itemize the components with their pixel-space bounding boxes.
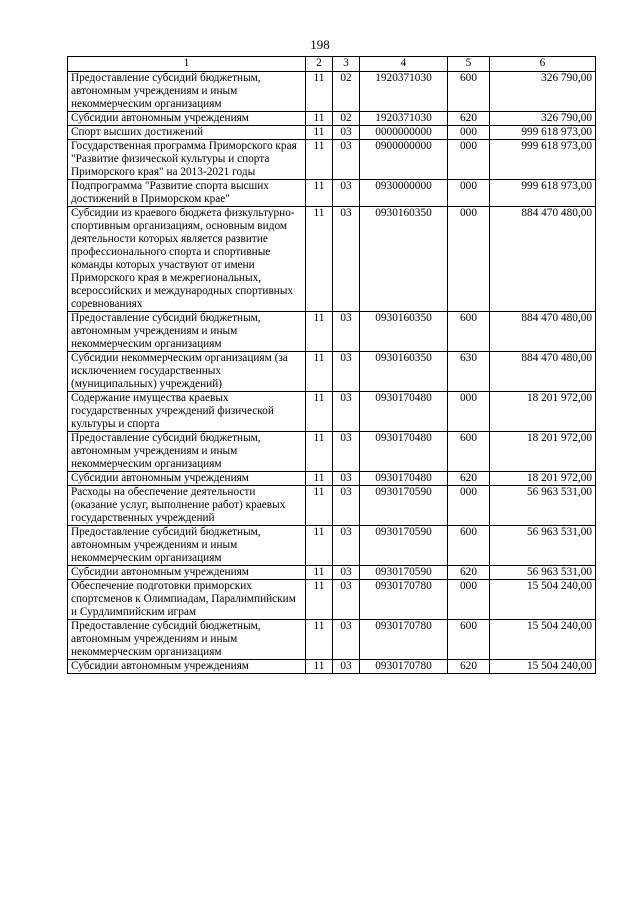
table-row xyxy=(68,486,596,526)
row-section-cell: 11 xyxy=(306,140,333,180)
row-section-cell: 11 xyxy=(306,566,333,580)
row-section-cell: 11 xyxy=(306,126,333,140)
table-row xyxy=(68,312,596,352)
row-subsection-cell: 03 xyxy=(333,620,360,660)
row-name-cell: Предоставление субсидий бюджетным, автономным учреждениям и иным некоммерческим организациям xyxy=(68,620,306,660)
row-name-cell: Субсидии из краевого бюджета физкультурно-спортивным организациям, основным видом деятельности которых является развитие профессионального спорта и спортивные команды которых участвуют от имени Приморского края в межрегиональных, всероссийских и международных спортивных соревнованиях xyxy=(68,207,306,312)
row-target-code-cell: 0930160350 xyxy=(360,207,448,312)
row-target-code-cell: 0900000000 xyxy=(360,140,448,180)
column-header: 4 xyxy=(360,57,448,72)
row-subsection-cell: 03 xyxy=(333,486,360,526)
row-subsection-cell: 03 xyxy=(333,352,360,392)
row-expense-type-cell: 620 xyxy=(448,112,490,126)
table-row xyxy=(68,620,596,660)
row-section-cell: 11 xyxy=(306,72,333,112)
row-name-cell: Спорт высших достижений xyxy=(68,126,306,140)
row-subsection-cell: 03 xyxy=(333,180,360,207)
row-subsection-cell: 02 xyxy=(333,72,360,112)
row-target-code-cell: 0930160350 xyxy=(360,312,448,352)
row-target-code-cell: 0930170480 xyxy=(360,392,448,432)
row-target-code-cell: 0000000000 xyxy=(360,126,448,140)
table-row xyxy=(68,72,596,112)
table-row xyxy=(68,580,596,620)
row-name-cell: Предоставление субсидий бюджетным, автономным учреждениям и иным некоммерческим организациям xyxy=(68,526,306,566)
column-header: 3 xyxy=(333,57,360,72)
row-amount-cell: 15 504 240,00 xyxy=(490,660,596,674)
row-amount-cell: 56 963 531,00 xyxy=(490,526,596,566)
row-subsection-cell: 03 xyxy=(333,312,360,352)
row-expense-type-cell: 000 xyxy=(448,580,490,620)
row-amount-cell: 15 504 240,00 xyxy=(490,620,596,660)
row-expense-type-cell: 620 xyxy=(448,472,490,486)
row-target-code-cell: 0930170780 xyxy=(360,660,448,674)
table-row xyxy=(68,180,596,207)
row-amount-cell: 326 790,00 xyxy=(490,72,596,112)
row-section-cell: 11 xyxy=(306,472,333,486)
row-expense-type-cell: 000 xyxy=(448,392,490,432)
row-expense-type-cell: 600 xyxy=(448,620,490,660)
row-name-cell: Содержание имущества краевых государственных учреждений физической культуры и спорта xyxy=(68,392,306,432)
row-expense-type-cell: 600 xyxy=(448,72,490,112)
table-body xyxy=(68,72,596,674)
row-amount-cell: 884 470 480,00 xyxy=(490,207,596,312)
row-name-cell: Субсидии автономным учреждениям xyxy=(68,566,306,580)
row-section-cell: 11 xyxy=(306,660,333,674)
row-amount-cell: 18 201 972,00 xyxy=(490,472,596,486)
row-target-code-cell: 0930170480 xyxy=(360,472,448,486)
row-subsection-cell: 03 xyxy=(333,207,360,312)
row-section-cell: 11 xyxy=(306,526,333,566)
table-header xyxy=(68,57,596,72)
page-number: 198 xyxy=(310,37,330,52)
row-amount-cell: 999 618 973,00 xyxy=(490,180,596,207)
table-row xyxy=(68,392,596,432)
row-amount-cell: 18 201 972,00 xyxy=(490,432,596,472)
row-subsection-cell: 03 xyxy=(333,126,360,140)
table-row xyxy=(68,472,596,486)
table-row xyxy=(68,526,596,566)
table-row xyxy=(68,660,596,674)
row-target-code-cell: 0930170590 xyxy=(360,566,448,580)
row-name-cell: Расходы на обеспечение деятельности (оказание услуг, выполнение работ) краевых государственных учреждений xyxy=(68,486,306,526)
row-subsection-cell: 02 xyxy=(333,112,360,126)
table-row xyxy=(68,566,596,580)
row-target-code-cell: 1920371030 xyxy=(360,112,448,126)
table-row xyxy=(68,112,596,126)
header-row xyxy=(68,57,596,72)
row-name-cell: Предоставление субсидий бюджетным, автономным учреждениям и иным некоммерческим организациям xyxy=(68,312,306,352)
row-expense-type-cell: 600 xyxy=(448,526,490,566)
row-section-cell: 11 xyxy=(306,180,333,207)
table-row xyxy=(68,432,596,472)
table-row xyxy=(68,140,596,180)
row-section-cell: 11 xyxy=(306,486,333,526)
row-subsection-cell: 03 xyxy=(333,432,360,472)
row-subsection-cell: 03 xyxy=(333,580,360,620)
row-target-code-cell: 0930170590 xyxy=(360,526,448,566)
row-expense-type-cell: 000 xyxy=(448,126,490,140)
row-subsection-cell: 03 xyxy=(333,140,360,180)
row-expense-type-cell: 620 xyxy=(448,566,490,580)
row-name-cell: Предоставление субсидий бюджетным, автономным учреждениям и иным некоммерческим организациям xyxy=(68,72,306,112)
row-section-cell: 11 xyxy=(306,352,333,392)
row-target-code-cell: 0930000000 xyxy=(360,180,448,207)
row-expense-type-cell: 620 xyxy=(448,660,490,674)
row-expense-type-cell: 600 xyxy=(448,432,490,472)
row-subsection-cell: 03 xyxy=(333,526,360,566)
row-amount-cell: 326 790,00 xyxy=(490,112,596,126)
row-section-cell: 11 xyxy=(306,620,333,660)
row-name-cell: Обеспечение подготовки приморских спортсменов к Олимпиадам, Паралимпийским и Сурдлимпийским играм xyxy=(68,580,306,620)
column-header: 6 xyxy=(490,57,596,72)
row-name-cell: Субсидии автономным учреждениям xyxy=(68,660,306,674)
row-subsection-cell: 03 xyxy=(333,660,360,674)
row-expense-type-cell: 000 xyxy=(448,140,490,180)
row-subsection-cell: 03 xyxy=(333,472,360,486)
row-amount-cell: 999 618 973,00 xyxy=(490,140,596,180)
row-target-code-cell: 1920371030 xyxy=(360,72,448,112)
row-amount-cell: 999 618 973,00 xyxy=(490,126,596,140)
row-target-code-cell: 0930170480 xyxy=(360,432,448,472)
row-amount-cell: 56 963 531,00 xyxy=(490,486,596,526)
row-amount-cell: 884 470 480,00 xyxy=(490,312,596,352)
row-expense-type-cell: 600 xyxy=(448,312,490,352)
table-row xyxy=(68,126,596,140)
row-target-code-cell: 0930160350 xyxy=(360,352,448,392)
row-subsection-cell: 03 xyxy=(333,392,360,432)
row-section-cell: 11 xyxy=(306,432,333,472)
row-target-code-cell: 0930170590 xyxy=(360,486,448,526)
table-row xyxy=(68,207,596,312)
row-section-cell: 11 xyxy=(306,112,333,126)
row-section-cell: 11 xyxy=(306,580,333,620)
row-amount-cell: 18 201 972,00 xyxy=(490,392,596,432)
row-expense-type-cell: 630 xyxy=(448,352,490,392)
table-row xyxy=(68,352,596,392)
budget-table xyxy=(67,56,596,674)
row-name-cell: Предоставление субсидий бюджетным, автономным учреждениям и иным некоммерческим организациям xyxy=(68,432,306,472)
row-name-cell: Субсидии некоммерческим организациям (за исключением государственных (муниципальных) учреждений) xyxy=(68,352,306,392)
row-expense-type-cell: 000 xyxy=(448,180,490,207)
row-target-code-cell: 0930170780 xyxy=(360,580,448,620)
row-name-cell: Подпрограмма "Развитие спорта высших достижений в Приморском крае" xyxy=(68,180,306,207)
row-amount-cell: 56 963 531,00 xyxy=(490,566,596,580)
row-amount-cell: 15 504 240,00 xyxy=(490,580,596,620)
row-section-cell: 11 xyxy=(306,312,333,352)
row-expense-type-cell: 000 xyxy=(448,486,490,526)
row-target-code-cell: 0930170780 xyxy=(360,620,448,660)
column-header: 5 xyxy=(448,57,490,72)
row-amount-cell: 884 470 480,00 xyxy=(490,352,596,392)
row-expense-type-cell: 000 xyxy=(448,207,490,312)
row-name-cell: Субсидии автономным учреждениям xyxy=(68,472,306,486)
row-name-cell: Государственная программа Приморского края "Развитие физической культуры и спорта Приморского края" на 2013-2021 годы xyxy=(68,140,306,180)
column-header: 1 xyxy=(68,57,306,72)
column-header: 2 xyxy=(306,57,333,72)
row-subsection-cell: 03 xyxy=(333,566,360,580)
row-section-cell: 11 xyxy=(306,392,333,432)
row-section-cell: 11 xyxy=(306,207,333,312)
row-name-cell: Субсидии автономным учреждениям xyxy=(68,112,306,126)
